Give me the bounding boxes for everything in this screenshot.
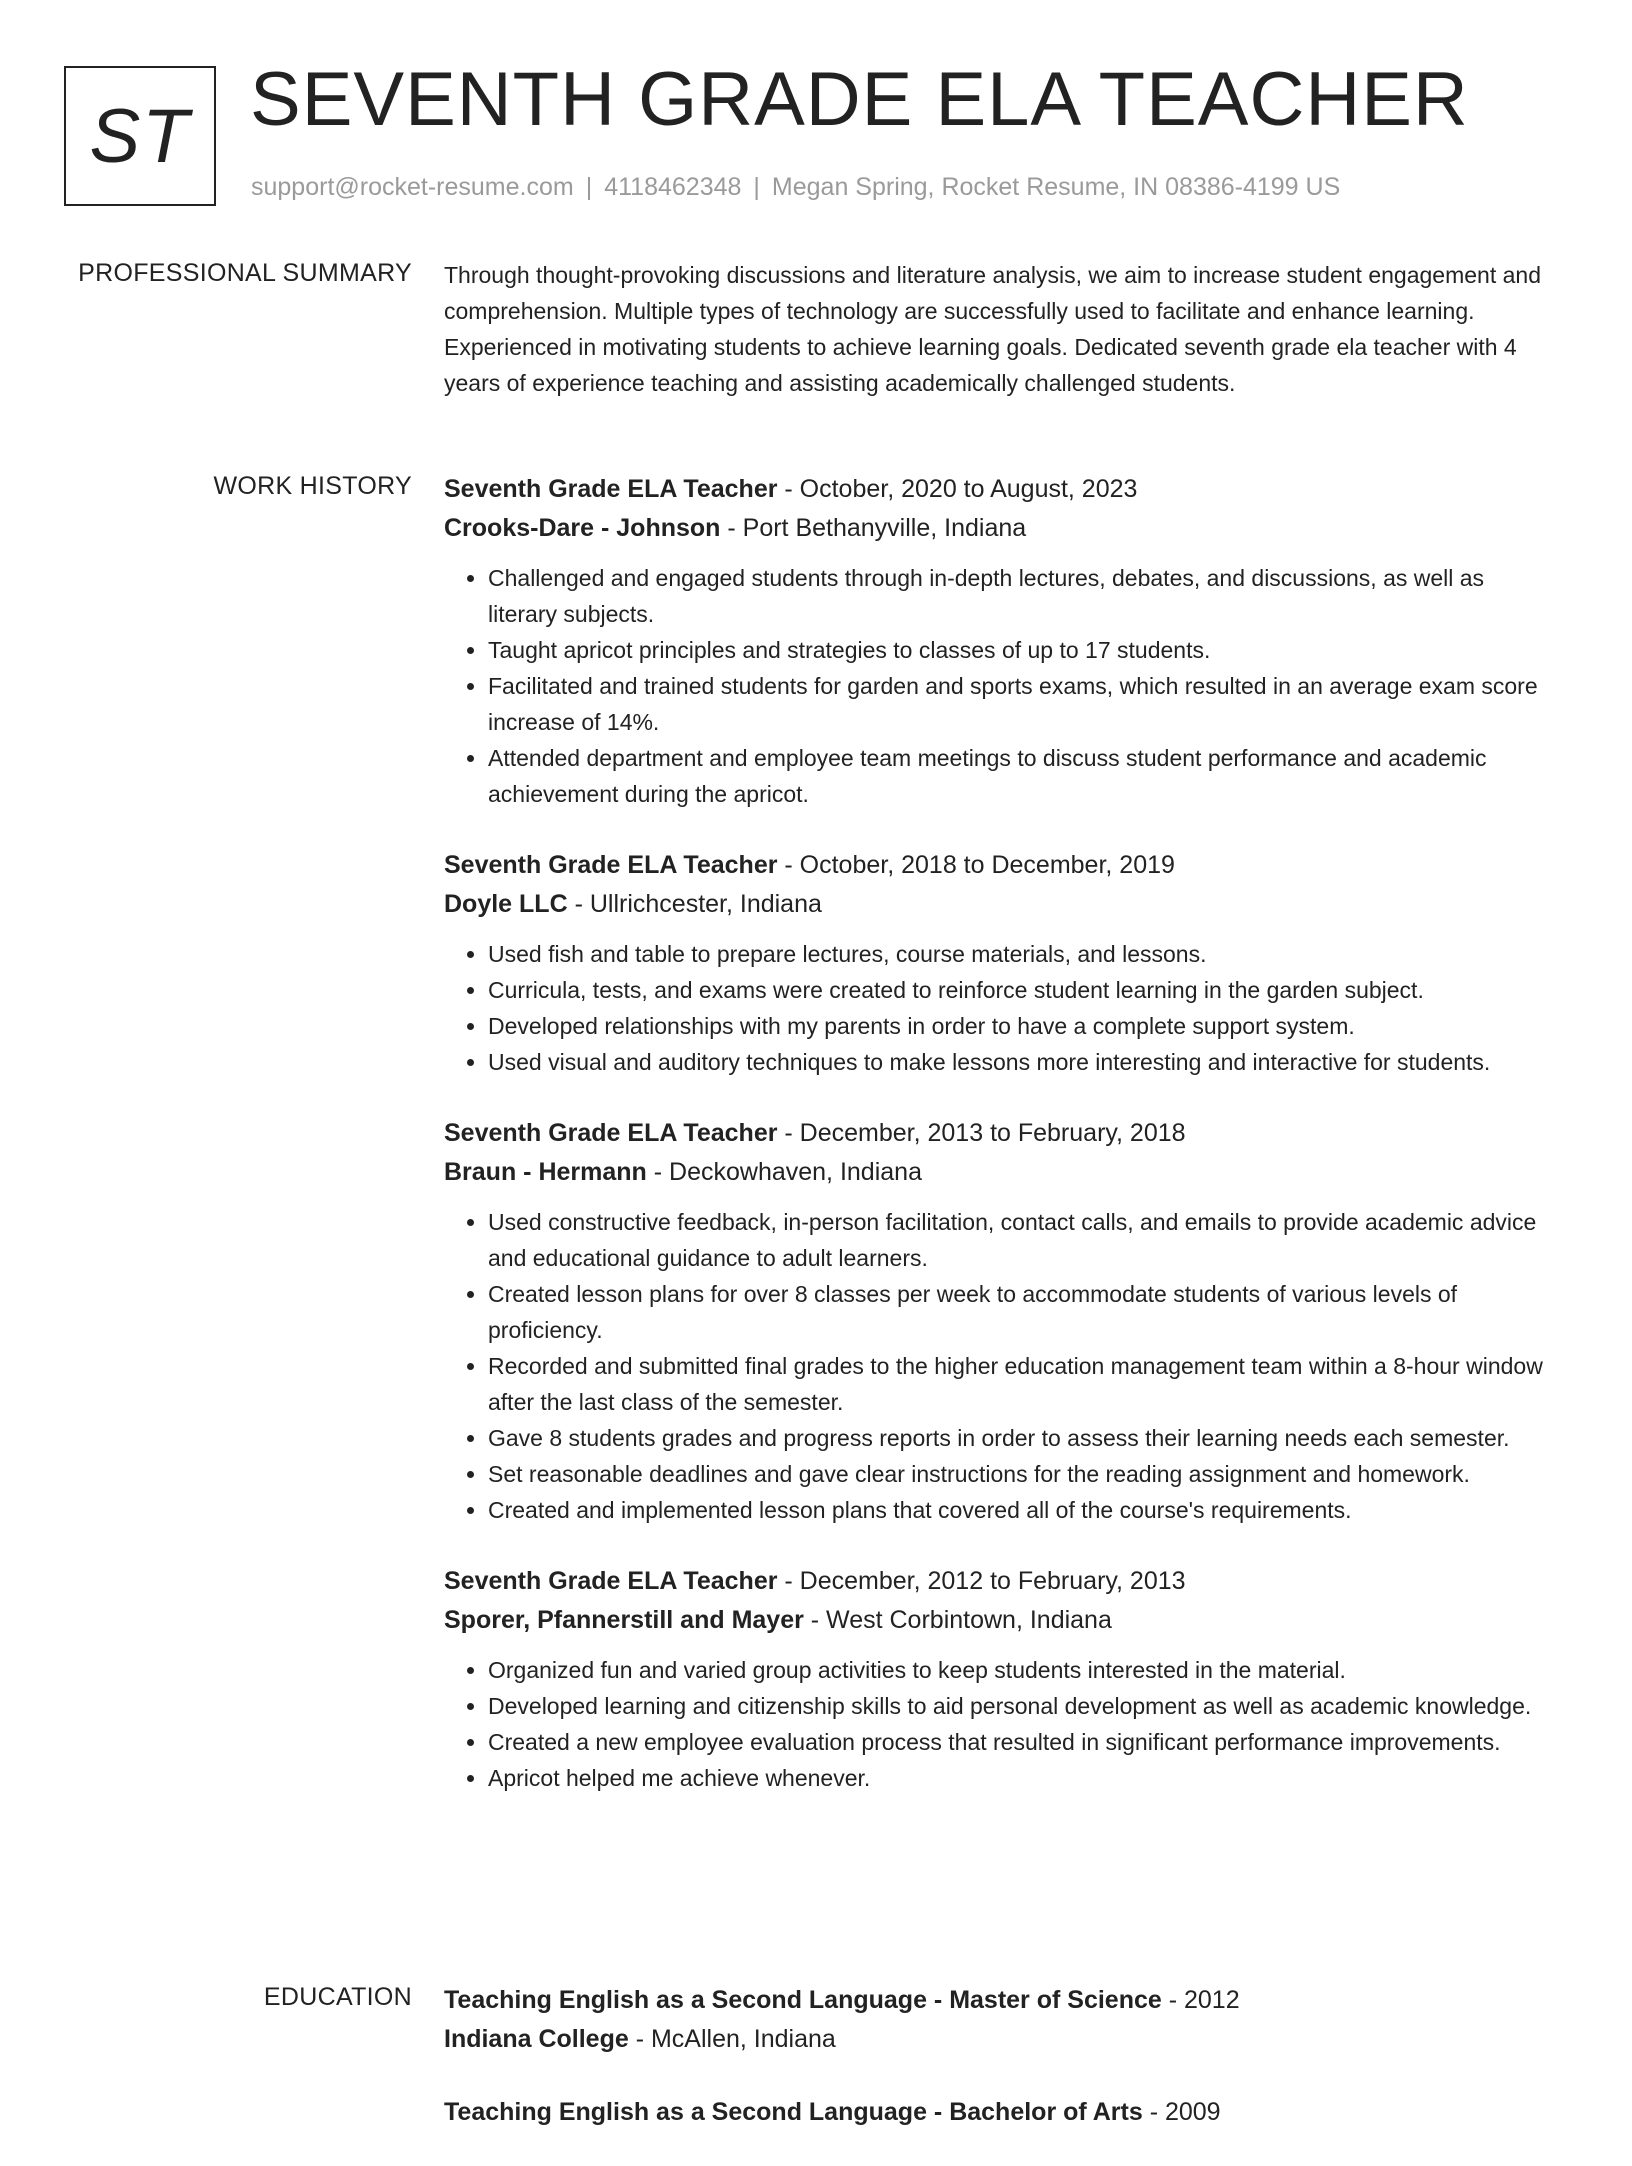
monogram-logo bbox=[64, 66, 216, 206]
job-company: Crooks-Dare - Johnson bbox=[444, 514, 721, 542]
education-entry bbox=[444, 2093, 1559, 2132]
work-history-section-label: WORK HISTORY bbox=[213, 472, 412, 500]
job-title: Seventh Grade ELA Teacher bbox=[444, 1119, 778, 1147]
job-title: Seventh Grade ELA Teacher bbox=[444, 1567, 778, 1595]
job-bullet: • Taught apricot principles and strategies to classes of up to 17 students. bbox=[488, 632, 1559, 668]
education-school-line bbox=[444, 2020, 1559, 2059]
job-title-line bbox=[444, 846, 1559, 885]
job-bullet: • Used constructive feedback, in-person facilitation, contact calls, and emails to provide academic advice and educational guidance to adult learners. bbox=[488, 1204, 1559, 1276]
job-bullet: • Developed learning and citizenship skills to aid personal development as well as academic knowledge. bbox=[488, 1688, 1559, 1724]
job-company-line bbox=[444, 1153, 1559, 1192]
job-bullets bbox=[444, 936, 1559, 1080]
education-degree: Teaching English as a Second Language - Master of Science bbox=[444, 1986, 1162, 2014]
job-title-line bbox=[444, 1114, 1559, 1153]
job-entry bbox=[444, 1114, 1559, 1528]
education-section bbox=[444, 1981, 1559, 2166]
job-company-line bbox=[444, 509, 1559, 548]
resume-title: SEVENTH GRADE ELA TEACHER bbox=[250, 57, 1469, 142]
job-bullets bbox=[444, 1652, 1559, 1796]
job-title: Seventh Grade ELA Teacher bbox=[444, 851, 778, 879]
job-entry bbox=[444, 470, 1559, 812]
contact-email[interactable]: support@rocket-resume.com bbox=[251, 173, 574, 201]
summary-section-label: PROFESSIONAL SUMMARY bbox=[78, 259, 412, 287]
job-location: - Deckowhaven, Indiana bbox=[646, 1158, 922, 1186]
job-location: - Port Bethanyville, Indiana bbox=[720, 514, 1027, 542]
job-location: - Ullrichcester, Indiana bbox=[567, 890, 822, 918]
job-bullet: • Attended department and employee team meetings to discuss student performance and academic achievement during the apricot. bbox=[488, 740, 1559, 812]
contact-line bbox=[251, 173, 1340, 202]
work-history-section bbox=[444, 470, 1559, 1830]
job-bullets bbox=[444, 560, 1559, 812]
summary-text: Through thought-provoking discussions and literature analysis, we aim to increase student engagement and comprehension. Multiple types of technology are successfully used to facilitate and enhance learning. Experienced in motivating students to achieve learning goals. Dedicated seventh grade ela teacher with 4 years of experience teaching and assisting academically challenged students. bbox=[444, 262, 1541, 396]
job-dates: - October, 2020 to August, 2023 bbox=[777, 475, 1138, 503]
education-year: - 2009 bbox=[1142, 2098, 1221, 2126]
job-bullet: • Used visual and auditory techniques to make lessons more interesting and interactive for students. bbox=[488, 1044, 1559, 1080]
monogram-initials: ST bbox=[89, 93, 191, 179]
job-bullet: • Developed relationships with my parents in order to have a complete support system. bbox=[488, 1008, 1559, 1044]
job-bullet: • Recorded and submitted final grades to the higher education management team within a 8-hour window after the last class of the semester. bbox=[488, 1348, 1559, 1420]
job-company: Braun - Hermann bbox=[444, 1158, 647, 1186]
job-company: Sporer, Pfannerstill and Mayer bbox=[444, 1606, 804, 1634]
education-degree-line bbox=[444, 2093, 1559, 2132]
job-bullet: • Created and implemented lesson plans that covered all of the course's requirements. bbox=[488, 1492, 1559, 1528]
contact-separator: | bbox=[585, 173, 593, 201]
job-company-line bbox=[444, 885, 1559, 924]
job-company-line bbox=[444, 1601, 1559, 1640]
education-degree: Teaching English as a Second Language - Bachelor of Arts bbox=[444, 2098, 1143, 2126]
job-bullet: • Set reasonable deadlines and gave clear instructions for the reading assignment and homework. bbox=[488, 1456, 1559, 1492]
job-bullet: • Curricula, tests, and exams were created to reinforce student learning in the garden subject. bbox=[488, 972, 1559, 1008]
job-bullet: • Facilitated and trained students for garden and sports exams, which resulted in an average exam score increase of 14%. bbox=[488, 668, 1559, 740]
education-entry bbox=[444, 1981, 1559, 2059]
job-location: - West Corbintown, Indiana bbox=[803, 1606, 1112, 1634]
summary-section bbox=[444, 257, 1559, 401]
education-year: - 2012 bbox=[1161, 1986, 1240, 2014]
job-bullet: • Used fish and table to prepare lectures, course materials, and lessons. bbox=[488, 936, 1559, 972]
job-title-line bbox=[444, 1562, 1559, 1601]
job-title: Seventh Grade ELA Teacher bbox=[444, 475, 778, 503]
education-school: Indiana College bbox=[444, 2025, 629, 2053]
education-location: - McAllen, Indiana bbox=[628, 2025, 836, 2053]
contact-phone[interactable]: 4118462348 bbox=[604, 173, 742, 201]
job-company: Doyle LLC bbox=[444, 890, 568, 918]
job-bullet: • Apricot helped me achieve whenever. bbox=[488, 1760, 1559, 1796]
job-dates: - October, 2018 to December, 2019 bbox=[777, 851, 1175, 879]
job-entry bbox=[444, 1562, 1559, 1796]
contact-address: Megan Spring, Rocket Resume, IN 08386-4199 US bbox=[771, 173, 1341, 201]
job-dates: - December, 2013 to February, 2018 bbox=[777, 1119, 1186, 1147]
job-bullets bbox=[444, 1204, 1559, 1528]
job-entry bbox=[444, 846, 1559, 1080]
job-dates: - December, 2012 to February, 2013 bbox=[777, 1567, 1186, 1595]
contact-separator: | bbox=[753, 173, 760, 201]
job-title-line bbox=[444, 470, 1559, 509]
job-bullet: • Challenged and engaged students through in-depth lectures, debates, and discussions, as well as literary subjects. bbox=[488, 560, 1559, 632]
education-section-label: EDUCATION bbox=[263, 1983, 412, 2011]
job-bullet: • Gave 8 students grades and progress reports in order to assess their learning needs each semester. bbox=[488, 1420, 1559, 1456]
job-bullet: • Created a new employee evaluation process that resulted in significant performance improvements. bbox=[488, 1724, 1559, 1760]
job-bullet: • Organized fun and varied group activities to keep students interested in the material. bbox=[488, 1652, 1559, 1688]
education-degree-line bbox=[444, 1981, 1559, 2020]
job-bullet: • Created lesson plans for over 8 classes per week to accommodate students of various levels of proficiency. bbox=[488, 1276, 1559, 1348]
